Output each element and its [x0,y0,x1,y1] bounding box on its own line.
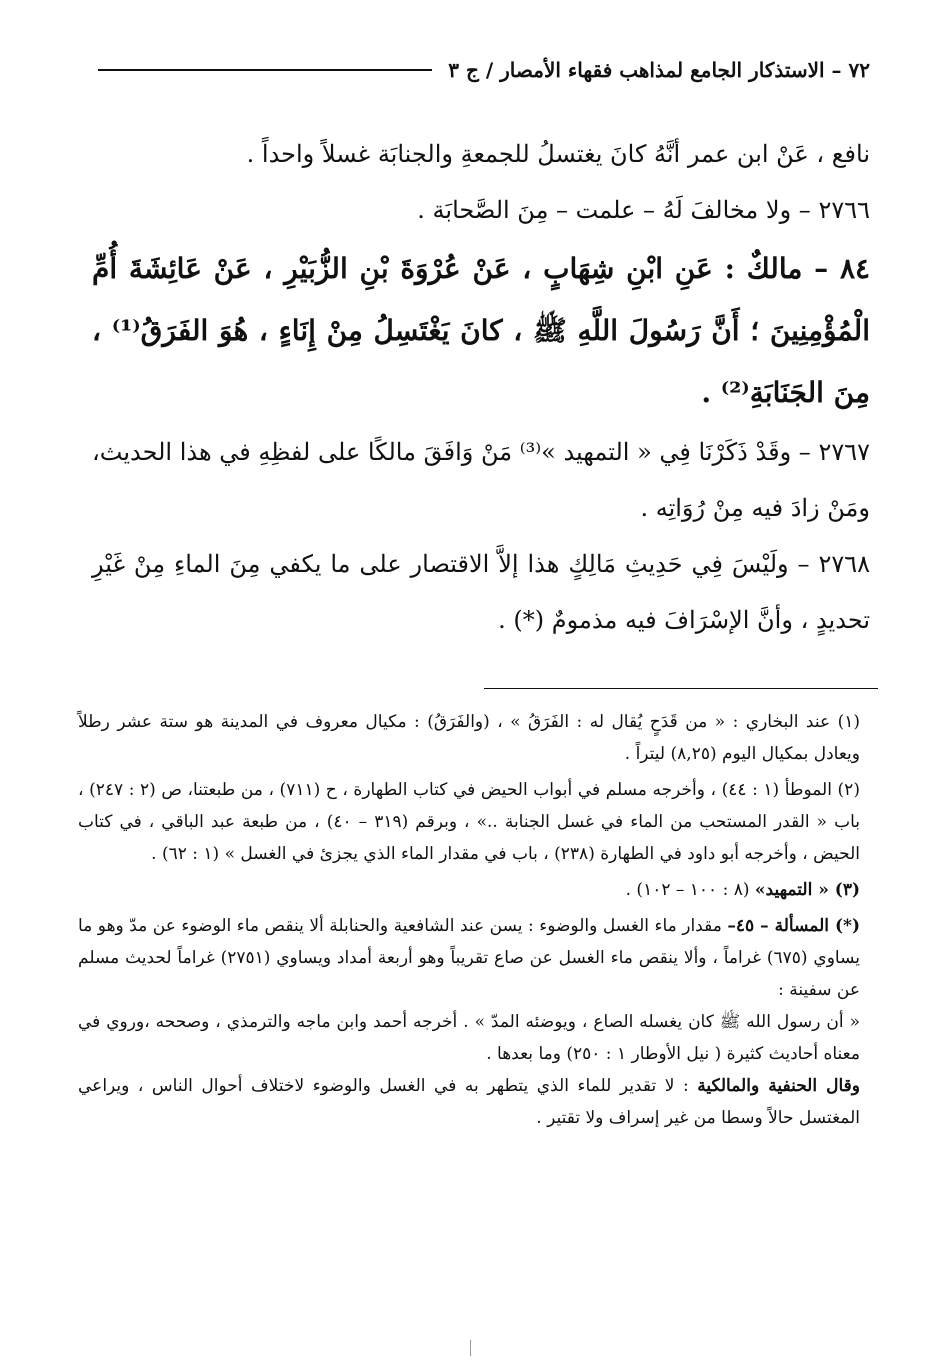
footnote-hanafi-maliki [78,1070,860,1134]
footnote-separator [484,688,878,689]
hadith-text: مالكٌ : عَنِ ابْنِ شِهَابٍ ، عَنْ عُرْوَةَ بْنِ الزُّبَيْرِ ، عَنْ عَائِشَةَ أُمِّ الْمُؤْمِنِينَ ؛ أَنَّ رَسُولَ اللَّهِ ﷺ ، كانَ يَغْتَسِلُ مِنْ إِنَاءٍ ، هُوَ الفَرَقُ⁽¹⁾ ، مِنَ الجَنَابَةِ⁽²⁾ . [92,252,870,409]
hanafi-maliki-label: وقال الحنفية والمالكية [697,1076,860,1096]
paragraph-2767: ٢٧٦٧ – وقَدْ ذَكَرْنَا فِي « التمهيد »⁽³⁾ مَنْ وَافَقَ مالكًا على لفظِهِ في هذا الحديث، ومَنْ زادَ فيه مِنْ رُوَاتِه . [92,438,870,522]
hadith-84 [92,238,870,424]
hanafi-maliki-text: : لا تقدير للماء الذي يتطهر به في الغسل والوضوء لاختلاف أحوال الناس ، ويراعي المغتسل حالاً وسطا من غير إسراف ولا تقتير . [78,1076,860,1128]
footnote-1: (١) عند البخاري : « من قَدَحٍ يُقال له : الفَرَقُ » ، (والفَرَقُ) : مكيال معروف في المدينة هو ستة عشر رطلاً ويعادل بمكيال اليوم (٨,٢٥) ليتراً . [78,712,860,764]
paragraph-2766: ٢٧٦٦ – ولا مخالفَ لَهُ – علمت – مِنَ الصَّحابَة . [417,196,870,224]
main-text [92,126,870,648]
paragraph-2768: ٢٧٦٨ – ولَيْسَ فِي حَدِيثِ مَالِكٍ هذا إلاَّ الاقتصار على ما يكفي مِنَ الماءِ مِنْ غَيْرِ تحديدٍ ، وأنَّ الإسْرَافَ فيه مذمومٌ (*) . [92,550,870,634]
issue-label: (*) المسألة – ٤٥– [727,916,860,936]
footnotes [78,706,860,1134]
footnote-3-text: (٨ : ١٠٠ – ١٠٢) . [625,880,755,900]
hadith-number: ٨٤ – [814,252,871,285]
header-rule [98,69,432,71]
footnote-3-label: (٣) « التمهيد» [754,880,860,900]
footnote-2: (٢) الموطأ (١ : ٤٤) ، وأخرجه مسلم في أبواب الحيض في كتاب الطهارة ، ح (٧١١) ، من طبعتنا، ص (٢ : ٢٤٧) ، باب « القدر المستحب من الماء في غسل الجنابة ..» ، وبرقم (٣١٩ – ٤٠) ، من طبعة عبد الباقي ، في كتاب الحيض ، وأخرجه أبو داود في الطهارة (٢٣٨) ، باب في مقدار الماء الذي يجزئ في الغسل » (١ : ٦٢) . [78,780,860,864]
footnote-issue-45 [78,910,860,1006]
running-title: ٧٢ – الاستذكار الجامع لمذاهب فقهاء الأمصار / ج ٣ [448,58,870,82]
issue-text: مقدار ماء الغسل والوضوء : يسن عند الشافعية والحنابلة ألا ينقص ماء الوضوء عن مدّ وهو ما يساوي (٦٧٥) غراماً ، وألا ينقص ماء الغسل عن صاع تقريباً وهو أربعة أمداد ويساوي (٢٧٥١) غراماً لحديث مسلم عن سفينة : [78,916,860,1000]
bottom-mark [470,1340,471,1356]
page-header [98,58,870,82]
paragraph-nafi: نافع ، عَنْ ابن عمر أنَّهُ كانَ يغتسلُ للجمعةِ والجنابَة غسلاً واحداً . [246,140,870,168]
footnote-safina-hadith: « أن رسول الله ﷺ كان يغسله الصاع ، ويوضئه المدّ » . أخرجه أحمد وابن ماجه والترمذي ، وصححه ،وروي في معناه أحاديث كثيرة ( نيل الأوطار ١ : ٢٥٠) وما بعدها . [78,1012,860,1064]
footnote-3 [78,874,860,906]
